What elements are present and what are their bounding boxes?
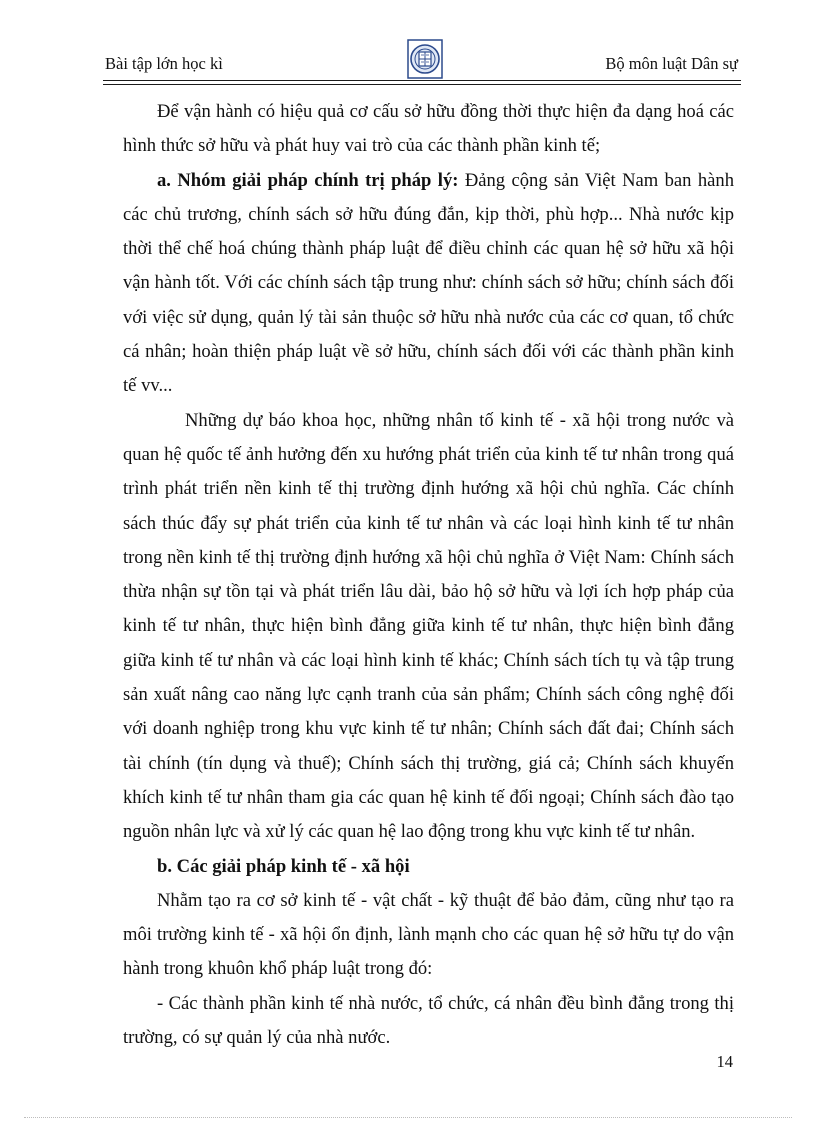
paragraph-forecasts: Những dự báo khoa học, những nhân tố kinh tế - xã hội trong nước và quan hệ quốc tế ảnh hưởng đến xu hướng phát triển của kinh tế tư nhân trong quá trình phát triển nền kinh tế thị trường định hướng xã hội chủ nghĩa. Các chính sách thúc đẩy sự phát triển của kinh tế tư nhân và các loại hình kinh tế tư nhân trong nền kinh tế thị trường định hướng xã hội chủ nghĩa ở Việt Nam: Chính sách thừa nhận sự tồn tại và phát triển lâu dài, bảo hộ sở hữu và lợi ích hợp pháp của kinh tế tư nhân, thực hiện bình đẳng giữa kinh tế tư nhân, thực hiện bình đẳng giữa kinh tế tư nhân và các loại hình kinh tế khác; Chính sách tích tụ và tập trung sản xuất nâng cao năng lực cạnh tranh của sản phẩm; Chính sách công nghệ đối với doanh nghiệp trong khu vực kinh tế tư nhân; Chính sách đất đai; Chính sách tài chính (tín dụng và thuế); Chính sách thị trường, giá cả; Chính sách khuyến khích kinh tế tư nhân tham gia các quan hệ kinh tế đối ngoại; Chính sách đào tạo nguồn nhân lực và xử lý các quan hệ lao động trong khu vực kinh tế tư nhân.	[123, 409, 734, 843]
header-department: Bộ môn luật Dân sự	[605, 54, 738, 73]
paragraph-intro: Để vận hành có hiệu quả cơ cấu sở hữu đồng thời thực hiện đa dạng hoá các hình thức sở hữu và phát huy vai trò của các thành phần kinh tế;	[123, 101, 734, 157]
heading-b-wrap	[123, 850, 734, 884]
university-seal-icon	[407, 39, 443, 79]
heading-b: b. Các giải pháp kinh tế - xã hội	[157, 855, 410, 877]
header-course-title: Bài tập lớn học kì	[105, 54, 223, 73]
paragraph-bullet: - Các thành phần kinh tế nhà nước, tổ chức, cá nhân đều bình đẳng trong thị trường, có sự quản lý của nhà nước.	[123, 992, 734, 1049]
heading-a: a. Nhóm giải pháp chính trị pháp lý:	[157, 169, 459, 191]
page-body	[123, 95, 734, 1055]
paragraph-economic-social: Nhằm tạo ra cơ sở kinh tế - vật chất - kỹ thuật để bảo đảm, cũng như tạo ra môi trường kinh tế - xã hội ổn định, lành mạnh cho các quan hệ sở hữu tự do vận hành trong khuôn khổ pháp luật trong đó:	[123, 889, 734, 980]
page-number: 14	[716, 1052, 733, 1071]
header-rule	[103, 80, 741, 81]
paragraph-political-legal	[123, 164, 734, 404]
page-bottom-border	[24, 1117, 792, 1118]
header-rule-thin	[103, 84, 741, 85]
paragraph-a-text: Đảng cộng sản Việt Nam ban hành các chủ trương, chính sách sở hữu đúng đắn, kịp thời, phù hợp... Nhà nước kịp thời thể chế hoá chúng thành pháp luật để điều chỉnh các quan hệ sở hữu xã hội vận hành tốt. Với các chính sách tập trung như: chính sách sở hữu; chính sách đối với việc sử dụng, quản lý tài sản thuộc sở hữu nhà nước của các cơ quan, tổ chức cá nhân; hoàn thiện pháp luật về sở hữu, chính sách đối với các thành phần kinh tế vv...	[123, 169, 734, 397]
